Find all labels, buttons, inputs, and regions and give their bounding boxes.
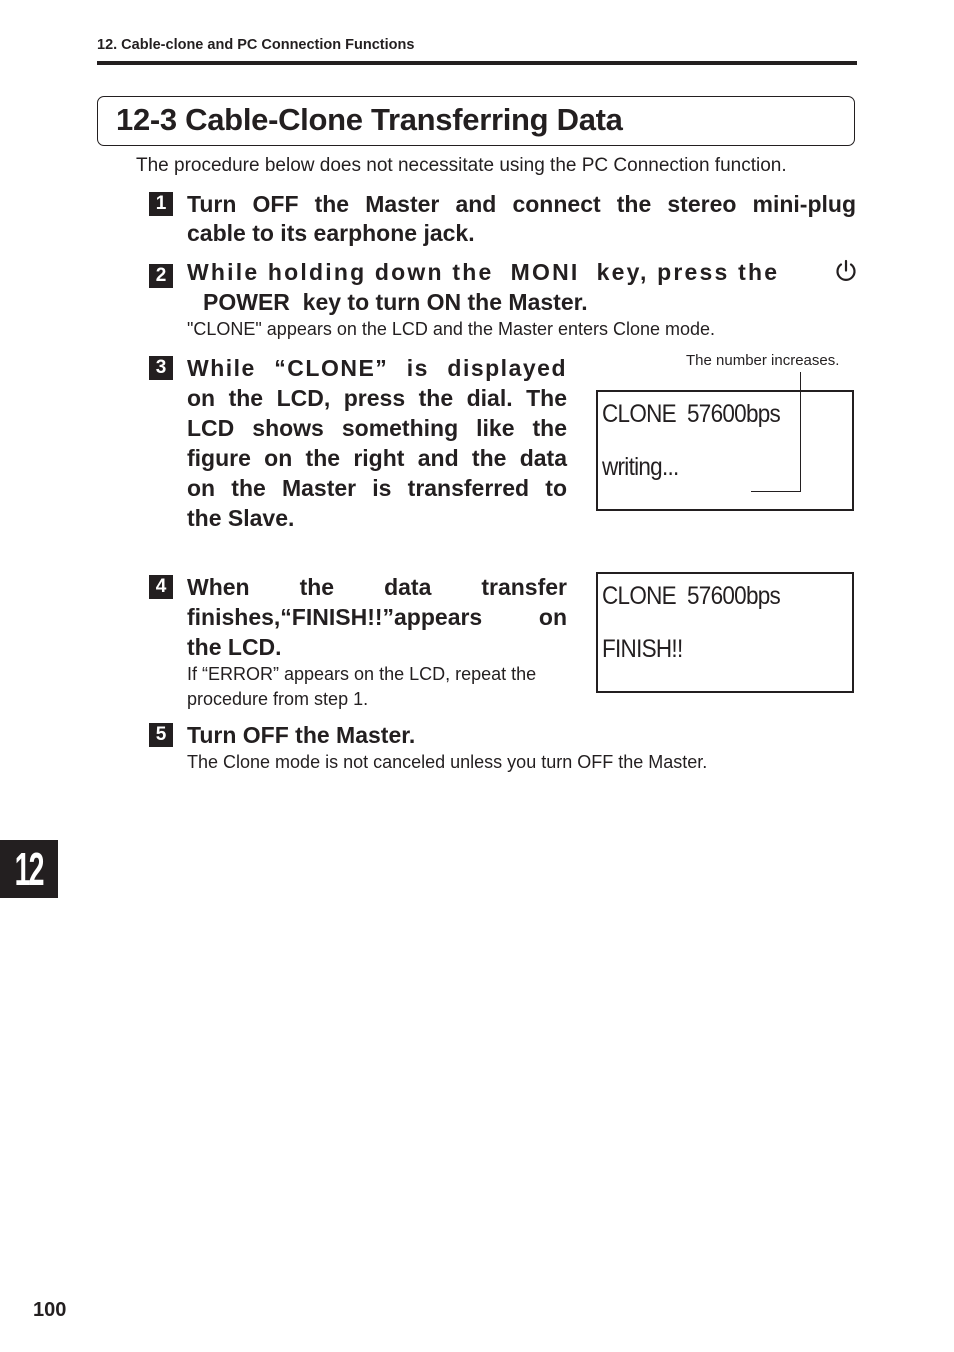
step-4-line: finishes,“FINISH!!”appears on	[187, 604, 567, 630]
step-1-line-2: cable to its earphone jack.	[187, 220, 475, 246]
lcd-callout: The number increases.	[686, 352, 840, 369]
step-3-line: the Slave.	[187, 505, 295, 531]
power-icon	[834, 259, 858, 283]
chapter-tab-number: 12	[14, 843, 43, 895]
section-title: 12-3 Cable-Clone Transferring Data	[116, 102, 623, 137]
step-3-line: on the LCD, press the dial. The	[187, 385, 567, 411]
lcd-line-2: writing...	[602, 453, 679, 481]
step-2-note: "CLONE" appears on the LCD and the Master enters Clone mode.	[187, 319, 716, 339]
page-number: 100	[33, 1299, 67, 1321]
step-3-line: on the Master is transferred to	[187, 475, 567, 501]
step-5-line-1: Turn OFF the Master.	[187, 722, 416, 748]
lcd-line-1: CLONE 57600bps	[602, 400, 781, 428]
step-4-note: procedure from step 1.	[187, 689, 369, 709]
step-2-line-1: While holding down the MONI key, press the	[187, 259, 780, 285]
step-4-text	[187, 572, 567, 712]
running-header: 12. Cable-clone and PC Connection Functions	[97, 37, 415, 53]
step-4-note: If “ERROR” appears on the LCD, repeat the	[187, 664, 537, 684]
step-4-line: the LCD.	[187, 634, 282, 660]
step-1-number: 1	[149, 192, 173, 216]
step-4-line: When the data transfer	[187, 574, 567, 600]
step-5-number: 5	[149, 723, 173, 747]
lcd-display-finish	[596, 572, 854, 693]
step-2-line-2: POWER key to turn ON the Master.	[203, 289, 588, 315]
callout-bracket-vertical	[800, 372, 801, 492]
lcd-line-2: FINISH!!	[602, 635, 683, 663]
step-5-note: The Clone mode is not canceled unless you turn OFF the Master.	[187, 752, 708, 772]
chapter-tab	[0, 840, 58, 898]
step-3-line: LCD shows something like the	[187, 415, 567, 441]
step-3-number: 3	[149, 356, 173, 380]
step-2-number: 2	[149, 264, 173, 288]
step-4-number: 4	[149, 575, 173, 599]
header-rule	[97, 61, 857, 65]
lcd-line-1: CLONE 57600bps	[602, 582, 781, 610]
step-3-line: figure on the right and the data	[187, 445, 567, 471]
lcd-display-writing	[596, 390, 854, 511]
step-3-line: While “CLONE” is displayed	[187, 355, 567, 381]
step-3-text	[187, 353, 567, 533]
step-1-line-1: Turn OFF the Master and connect the stereo mini-plug	[187, 191, 856, 217]
intro-text: The procedure below does not necessitate using the PC Connection function.	[136, 155, 787, 176]
callout-bracket-horizontal	[751, 491, 801, 492]
